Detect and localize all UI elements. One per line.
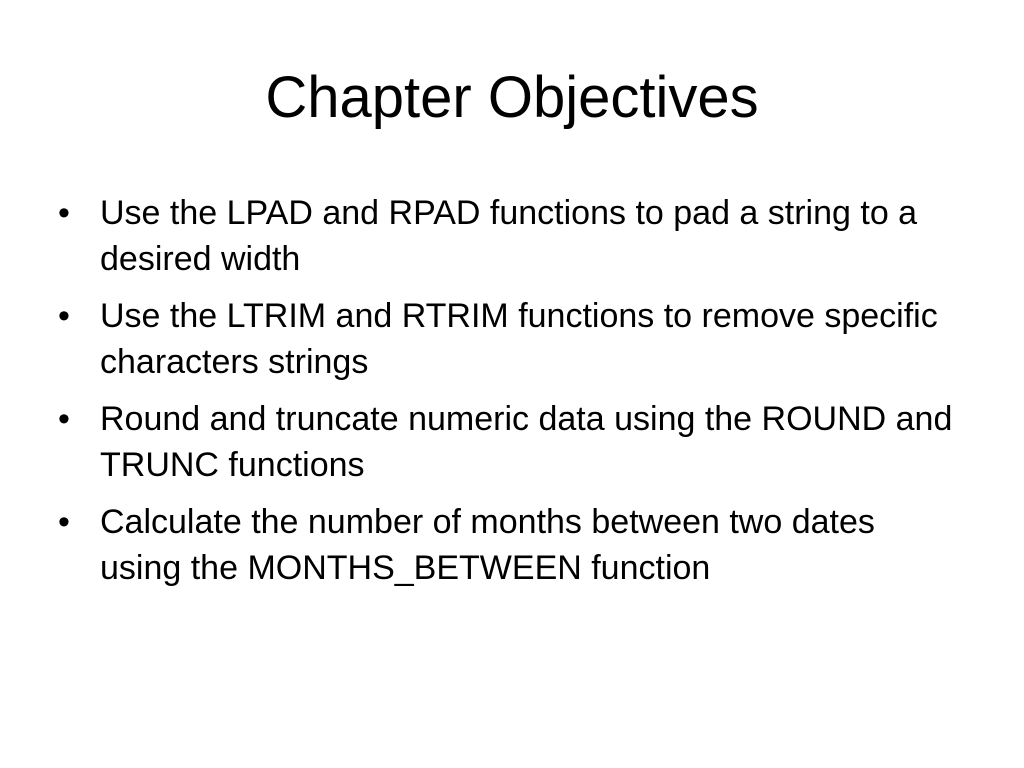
list-item [58, 190, 958, 282]
list-item [58, 396, 958, 488]
list-item [58, 293, 958, 385]
list-item [58, 499, 958, 591]
bullet-text: Calculate the number of months between two dates using the MONTHS_BETWEEN function [100, 503, 875, 587]
bullet-text: Use the LTRIM and RTRIM functions to remove specific characters strings [100, 297, 938, 381]
bullet-icon: • [58, 400, 70, 438]
slide-title: Chapter Objectives [265, 65, 759, 130]
bullet-text: Round and truncate numeric data using the ROUND and TRUNC functions [100, 400, 953, 484]
bullet-icon: • [58, 503, 70, 541]
bullet-icon: • [58, 194, 70, 232]
bullet-icon: • [58, 297, 70, 335]
bullet-text: Use the LPAD and RPAD functions to pad a string to a desired width [100, 194, 918, 278]
objectives-list [58, 190, 958, 602]
